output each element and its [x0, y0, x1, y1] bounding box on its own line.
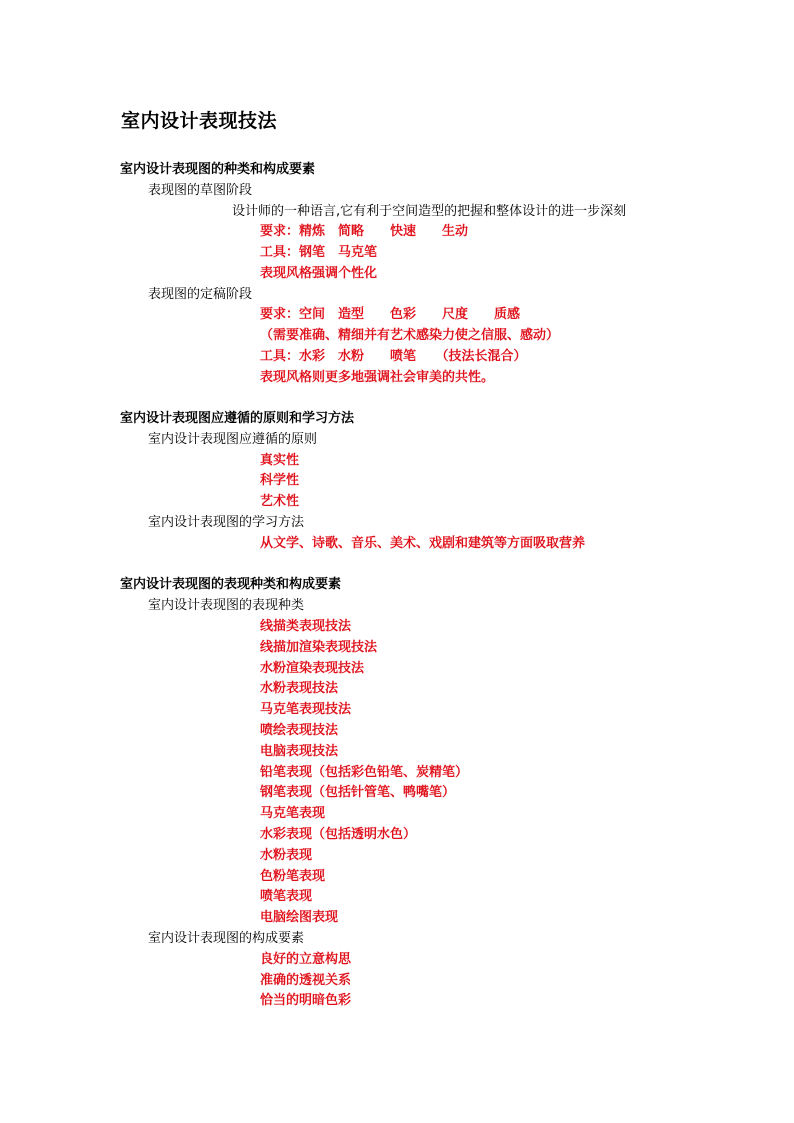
technique-item: 线描加渲染表现技法	[260, 640, 378, 655]
technique-item: 电脑绘图表现	[260, 910, 339, 925]
description-text: 设计师的一种语言,它有利于空间造型的把握和整体设计的进一步深刻	[232, 204, 627, 219]
tool-line: 工具：钢笔 马克笔	[260, 245, 378, 260]
subheading: 室内设计表现图的表现种类	[148, 598, 305, 613]
technique-item: 水彩表现（包括透明水色）	[260, 827, 417, 842]
section-heading: 室内设计表现图的表现种类和构成要素	[120, 577, 342, 592]
page-title: 室内设计表现技法	[121, 110, 278, 132]
technique-item: 线描类表现技法	[260, 619, 352, 634]
technique-item: 水粉表现	[260, 848, 313, 863]
tool-line: 工具：水彩 水粉 喷笔 （技法长混合）	[260, 349, 527, 364]
element-item: 良好的立意构思	[260, 952, 352, 967]
technique-item: 钢笔表现（包括针管笔、鸭嘴笔）	[260, 785, 456, 800]
subheading: 室内设计表现图应遵循的原则	[148, 432, 318, 447]
technique-item: 电脑表现技法	[260, 744, 339, 759]
section-heading: 室内设计表现图应遵循的原则和学习方法	[120, 411, 355, 426]
requirement-line: 要求：精炼 简略 快速 生动	[260, 224, 469, 239]
subheading: 室内设计表现图的学习方法	[148, 515, 305, 530]
subheading: 表现图的草图阶段	[148, 183, 253, 198]
principle-item: 艺术性	[260, 494, 300, 509]
style-line: 表现风格强调个性化	[260, 266, 378, 281]
technique-item: 马克笔表现技法	[260, 702, 352, 717]
subheading: 表现图的定稿阶段	[148, 287, 253, 302]
technique-item: 喷绘表现技法	[260, 723, 339, 738]
requirement-note: （需要准确、精细并有艺术感染力使之信服、感动）	[260, 328, 560, 343]
element-item: 准确的透视关系	[260, 973, 352, 988]
technique-item: 马克笔表现	[260, 806, 326, 821]
technique-item: 水粉渲染表现技法	[260, 661, 365, 676]
method-line: 从文学、诗歌、音乐、美术、戏剧和建筑等方面吸取营养	[260, 536, 586, 551]
section-heading: 室内设计表现图的种类和构成要素	[120, 162, 316, 177]
requirement-line: 要求：空间 造型 色彩 尺度 质感	[260, 307, 521, 322]
technique-item: 水粉表现技法	[260, 681, 339, 696]
subheading: 室内设计表现图的构成要素	[148, 931, 305, 946]
element-item: 恰当的明暗色彩	[260, 993, 352, 1008]
technique-item: 铅笔表现（包括彩色铅笔、炭精笔）	[260, 765, 469, 780]
principle-item: 真实性	[260, 453, 300, 468]
principle-item: 科学性	[260, 473, 300, 488]
technique-item: 色粉笔表现	[260, 869, 326, 884]
technique-item: 喷笔表现	[260, 889, 313, 904]
style-line: 表现风格则更多地强调社会审美的共性。	[260, 370, 495, 385]
